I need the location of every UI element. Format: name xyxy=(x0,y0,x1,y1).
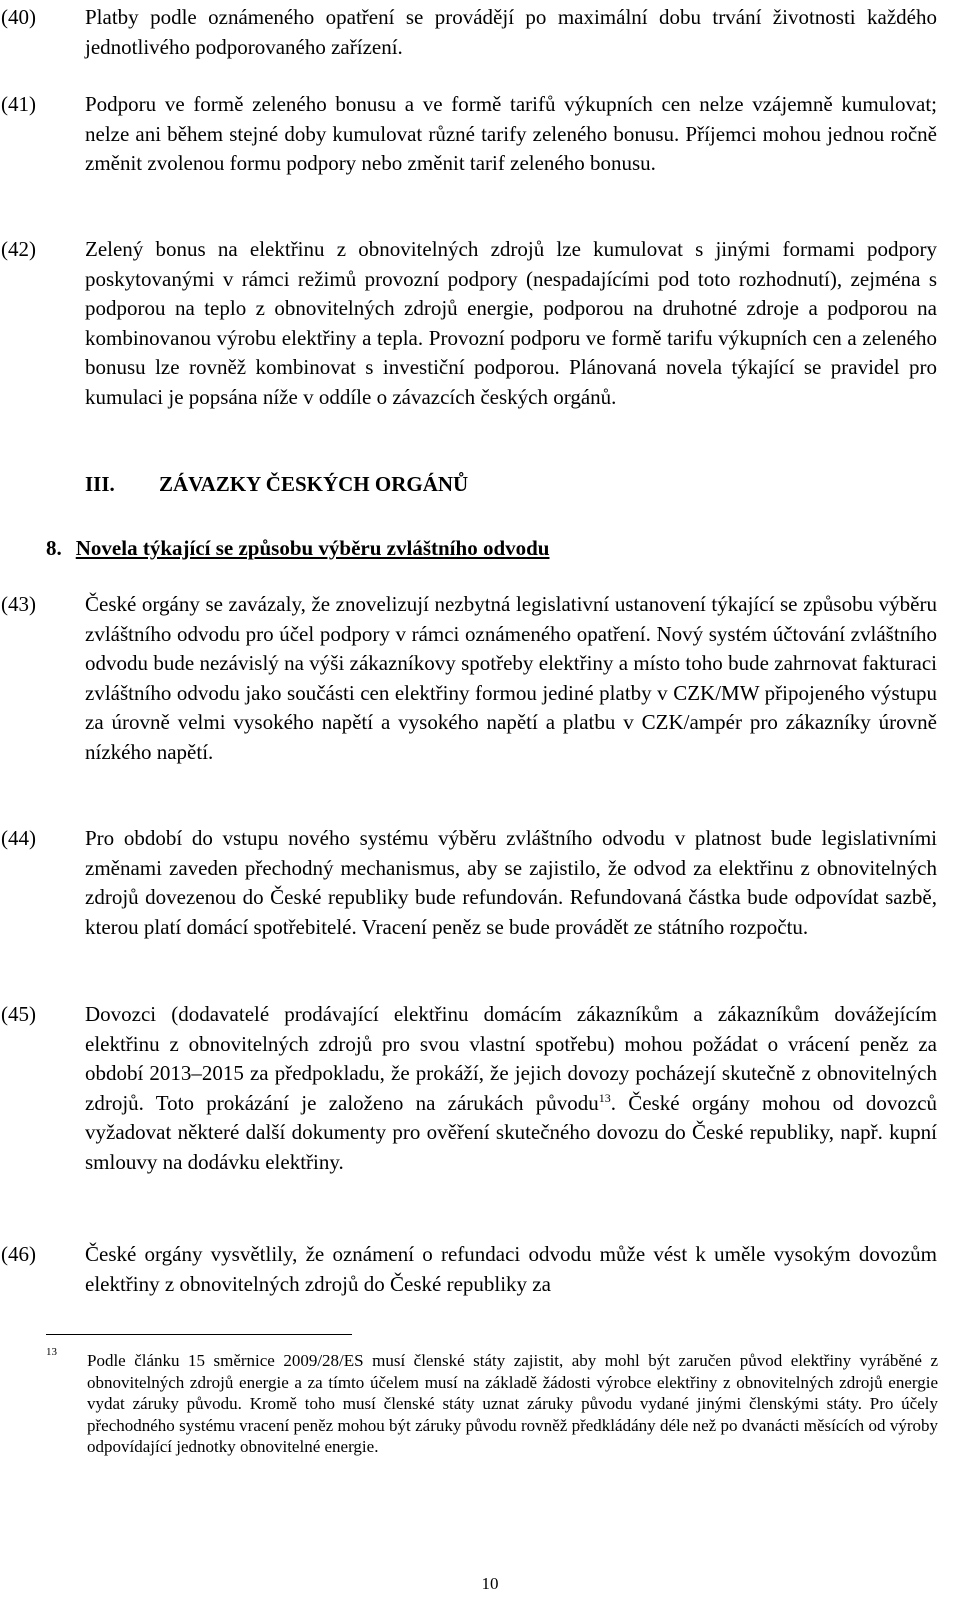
subsection-heading-number: 8. xyxy=(46,536,62,560)
footnote-reference[interactable]: 13 xyxy=(598,1090,611,1105)
paragraph-text-before: Dovozci (dodavatelé prodávající elektřinu domácím zákazníkům a zákazníkům dovážejícím elektřinu z obnovitelných zdrojů pro svou vlastní spotřebu) mohou požádat o vrácení peněz za období 2013–2015 za předpokladu, že prokáží, že jejich dovozy pocházejí skutečně z obnovitelných zdrojů. Toto prokázání je založeno na zárukách původu xyxy=(85,1002,937,1115)
paragraph-number: (46) xyxy=(1,1242,36,1266)
section-heading-title: ZÁVAZKY ČESKÝCH ORGÁNŮ xyxy=(159,472,469,496)
page-number: 10 xyxy=(481,1574,499,1593)
paragraph-number: (40) xyxy=(1,5,36,29)
paragraph-number: (42) xyxy=(1,237,36,261)
paragraph-text: Pro období do vstupu nového systému výběru zvláštního odvodu v platnost bude legislativními změnami zaveden přechodný mechanismus, aby se zajistilo, že odvod za elektřinu z obnovitelných zdrojů dovezenou do České republiky bude refundován. Refundovaná částka bude odpovídat sazbě, kterou platí domácí spotřebitelé. Vracení peněz se bude provádět ze státního rozpočtu. xyxy=(85,826,937,939)
subsection-heading-title: Novela týkající se způsobu výběru zvláštního odvodu xyxy=(75,536,550,560)
footnote-mark: 13 xyxy=(46,1346,57,1358)
paragraph-number: (41) xyxy=(1,92,36,116)
paragraph-text: Platby podle oznámeného opatření se provádějí po maximální dobu trvání životnosti každého jednotlivého podporovaného zařízení. xyxy=(85,5,937,59)
paragraph-text: Zelený bonus na elektřinu z obnovitelných zdrojů lze kumulovat s jinými formami podpory poskytovanými v rámci režimů provozní podpory (nespadajícími pod toto rozhodnutí), zejména s podporou na teplo z obnovitelných zdrojů energie, podporou na druhotné zdroje a podporou na kombinovanou výrobu elektřiny a tepla. Provozní podporu ve formě tarifu výkupních cen a zeleného bonusu lze rovněž kombinovat s investiční podporou. Plánovaná novela týkající se pravidel pro kumulaci je popsána níže v oddíle o závazcích českých orgánů. xyxy=(85,237,937,409)
section-heading xyxy=(85,469,468,499)
paragraph-text: České orgány vysvětlily, že oznámení o refundaci odvodu může vést k uměle vysokým dovozům elektřiny z obnovitelných zdrojů do České republiky za xyxy=(85,1242,937,1296)
section-heading-number: III. xyxy=(85,472,115,496)
paragraph-number: (45) xyxy=(1,1002,36,1026)
paragraph-text-after: . České orgány mohou od dovozců vyžadovat některé další dokumenty pro ověření skutečného dovozu do České republiky, např. kupní smlouvy na dodávku elektřiny. xyxy=(85,1090,938,1174)
paragraph-text xyxy=(85,1000,937,1177)
paragraph-number: (44) xyxy=(1,826,36,850)
footnote-separator xyxy=(46,1334,352,1335)
paragraph-text: České orgány se zavázaly, že znovelizují nezbytná legislativní ustanovení týkající se způsobu výběru zvláštního odvodu pro účel podpory v rámci oznámeného opatření. Nový systém účtování zvláštního odvodu bude nezávislý na výši zákazníkovy spotřeby elektřiny a místo toho bude zahrnovat fakturaci zvláštního odvodu jako součásti cen elektřiny formou jediné platby v CZK/MW připojeného výstupu za úrovně velmi vysokého napětí a vysokého napětí a platbu v CZK/ampér pro zákazníky úrovně nízkého napětí. xyxy=(85,592,937,764)
subsection-heading xyxy=(46,533,549,563)
footnote-text: Podle článku 15 směrnice 2009/28/ES musí členské státy zajistit, aby mohl být zaručen původ elektřiny vyráběné z obnovitelných zdrojů energie a za tímto účelem musí na základě žádosti výrobce elektřiny z obnovitelných zdrojů energie vydat záruky původu. Kromě toho musí členské státy uznat záruky původu vydané jinými členskými státy. Pro účely přechodného systému vracení peněz mohou být záruky původu rovněž předkládány déle než po dvanácti měsících od výroby odpovídající jednotky obnovitelné energie. xyxy=(87,1351,938,1456)
paragraph-number: (43) xyxy=(1,592,36,616)
paragraph-text: Podporu ve formě zeleného bonusu a ve formě tarifů výkupních cen nelze vzájemně kumulovat; nelze ani během stejné doby kumulovat různé tarify zeleného bonusu. Příjemci mohou jednou ročně změnit zvolenou formu podpory nebo změnit tarif zeleného bonusu. xyxy=(85,92,937,175)
